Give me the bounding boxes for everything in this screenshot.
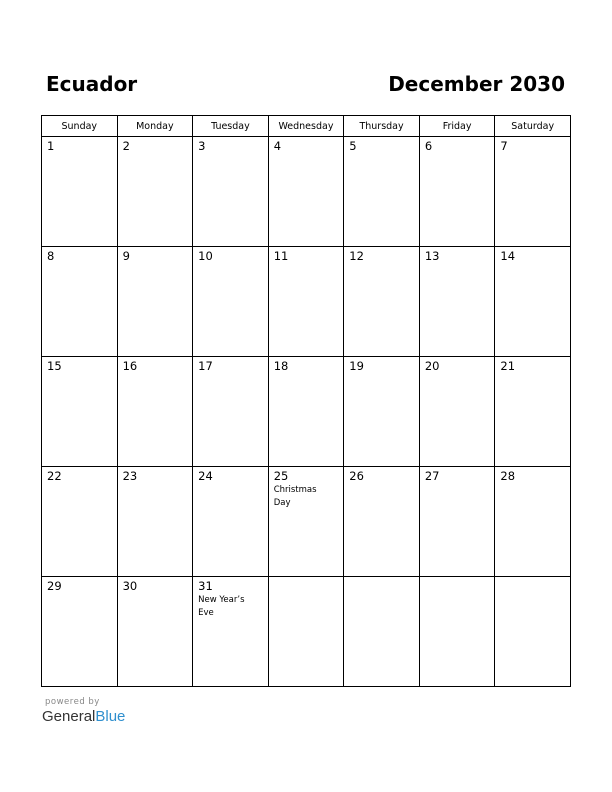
day-number: 7 xyxy=(500,139,508,153)
day-number: 1 xyxy=(47,139,55,153)
day-number: 14 xyxy=(500,249,516,263)
weekday-header: Friday xyxy=(419,116,495,137)
day-cell xyxy=(117,357,193,467)
day-number: 26 xyxy=(349,469,364,483)
day-number: 21 xyxy=(500,359,516,373)
day-cell xyxy=(117,467,193,577)
holiday-label xyxy=(495,153,560,154)
day-number: 8 xyxy=(47,249,55,263)
day-number: 28 xyxy=(500,469,516,483)
holiday-label xyxy=(344,483,409,484)
day-cell xyxy=(344,247,420,357)
holiday-label xyxy=(344,263,409,264)
day-number: 4 xyxy=(273,139,282,153)
day-cell xyxy=(495,247,571,357)
day-cell xyxy=(419,247,495,357)
calendar-grid xyxy=(41,115,571,687)
day-number: 25 xyxy=(273,469,289,483)
weekday-header: Saturday xyxy=(495,116,571,137)
day-number: 17 xyxy=(198,359,213,373)
page-title-country: Ecuador xyxy=(46,72,138,96)
day-number: 9 xyxy=(122,249,130,263)
holiday-label: Christmas Day xyxy=(273,485,317,508)
holiday-label xyxy=(420,153,485,154)
day-cell xyxy=(344,137,420,247)
day-number: 12 xyxy=(349,249,364,263)
day-cell xyxy=(495,467,571,577)
holiday-label xyxy=(118,153,183,154)
day-number: 13 xyxy=(424,249,440,263)
day-cell xyxy=(268,357,344,467)
day-cell xyxy=(344,577,420,687)
weekday-header: Thursday xyxy=(344,116,420,137)
day-number: 18 xyxy=(273,359,289,373)
day-cell xyxy=(419,577,495,687)
holiday-label xyxy=(495,483,560,484)
holiday-label xyxy=(42,263,107,264)
day-cell xyxy=(419,137,495,247)
day-number: 16 xyxy=(122,359,138,373)
day-number: 19 xyxy=(349,359,364,373)
logo-text-general: General xyxy=(42,708,96,725)
holiday-label xyxy=(42,153,107,154)
holiday-label xyxy=(344,580,409,581)
day-cell xyxy=(117,247,193,357)
week-row xyxy=(42,357,571,467)
day-number: 29 xyxy=(47,579,62,593)
day-cell xyxy=(495,577,571,687)
holiday-label xyxy=(118,483,183,484)
generalblue-logo[interactable] xyxy=(42,708,125,725)
holiday-label xyxy=(495,373,560,374)
day-cell xyxy=(193,577,269,687)
weekday-header: Tuesday xyxy=(193,116,269,137)
weekday-header: Sunday xyxy=(42,116,118,137)
day-cell xyxy=(419,467,495,577)
holiday-label xyxy=(420,263,485,264)
holiday-label xyxy=(42,593,107,594)
day-number: 20 xyxy=(424,359,440,373)
day-cell xyxy=(268,467,344,577)
day-number: 31 xyxy=(198,579,213,593)
weekday-header: Wednesday xyxy=(268,116,344,137)
week-row xyxy=(42,247,571,357)
day-cell xyxy=(193,357,269,467)
day-number: 23 xyxy=(122,469,138,483)
day-number: 24 xyxy=(198,469,213,483)
day-number: 27 xyxy=(424,469,440,483)
holiday-label xyxy=(42,373,107,374)
holiday-label xyxy=(495,580,560,581)
day-cell xyxy=(117,137,193,247)
holiday-label xyxy=(269,153,334,154)
day-cell xyxy=(42,467,118,577)
day-cell xyxy=(344,467,420,577)
day-cell xyxy=(268,247,344,357)
holiday-label xyxy=(420,373,485,374)
day-cell xyxy=(42,247,118,357)
day-number: 2 xyxy=(122,139,130,153)
holiday-label xyxy=(193,483,258,484)
day-cell xyxy=(419,357,495,467)
holiday-label: New Year’s Eve xyxy=(198,595,245,618)
holiday-label xyxy=(42,483,107,484)
day-cell xyxy=(344,357,420,467)
holiday-label xyxy=(420,580,485,581)
day-cell xyxy=(42,137,118,247)
day-cell xyxy=(193,467,269,577)
day-cell xyxy=(193,247,269,357)
day-cell xyxy=(42,577,118,687)
day-number: 22 xyxy=(47,469,62,483)
holiday-label xyxy=(193,373,258,374)
weekday-header-row xyxy=(42,116,571,137)
holiday-label xyxy=(420,483,485,484)
holiday-label xyxy=(344,373,409,374)
weekday-header: Monday xyxy=(117,116,193,137)
week-row xyxy=(42,137,571,247)
day-number: 10 xyxy=(198,249,213,263)
day-number: 3 xyxy=(198,139,206,153)
day-cell xyxy=(117,577,193,687)
day-number: 11 xyxy=(273,249,289,263)
powered-by-text: powered by xyxy=(45,697,100,707)
holiday-label xyxy=(269,580,334,581)
day-number: 6 xyxy=(424,139,433,153)
day-cell xyxy=(268,137,344,247)
day-number: 30 xyxy=(122,579,138,593)
holiday-label xyxy=(269,373,334,374)
page-title-month: December 2030 xyxy=(388,72,565,96)
holiday-label xyxy=(118,373,183,374)
holiday-label xyxy=(495,263,560,264)
day-cell xyxy=(495,357,571,467)
holiday-label xyxy=(118,263,183,264)
holiday-label xyxy=(193,263,258,264)
day-cell xyxy=(42,357,118,467)
holiday-label xyxy=(344,153,409,154)
holiday-label xyxy=(193,153,258,154)
day-cell xyxy=(495,137,571,247)
holiday-label xyxy=(269,263,334,264)
week-row xyxy=(42,577,571,687)
week-row xyxy=(42,467,571,577)
day-number: 15 xyxy=(47,359,62,373)
holiday-label xyxy=(118,593,183,594)
day-cell xyxy=(193,137,269,247)
day-number: 5 xyxy=(349,139,357,153)
day-cell xyxy=(268,577,344,687)
logo-text-blue: Blue xyxy=(95,708,126,725)
